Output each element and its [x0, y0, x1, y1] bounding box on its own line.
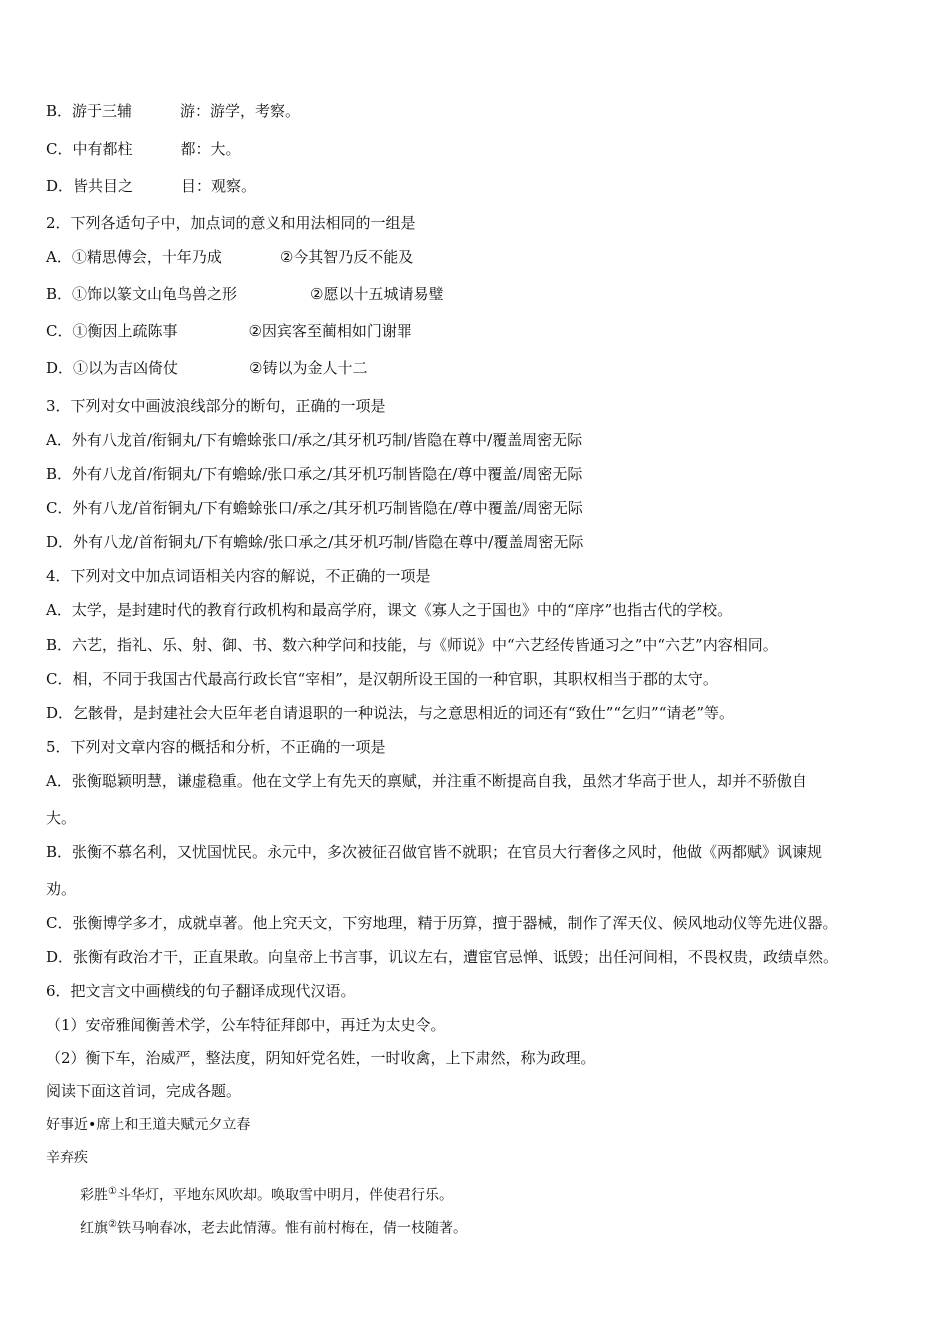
- q5-option-b-line1: B．张衡不慕名利，又忧国忧民。永元中，多次被征召做官皆不就职；在官员大行奢侈之风时，他做《两都赋》讽谏规: [46, 843, 823, 861]
- option-label: D．: [46, 177, 74, 195]
- poem-line-1: [80, 1182, 453, 1206]
- option-part-2: ②愿以十五城请易璧: [310, 285, 444, 303]
- option-text: 游于三辅: [72, 102, 133, 120]
- option-text: 中有都柱: [72, 140, 133, 158]
- q5-option-a-line1: A．张衡聪颖明慧，谦虚稳重。他在文学上有先天的禀赋，并注重不断提高自我，虽然才华高于世人，却并不骄傲自: [46, 772, 807, 790]
- q4-option-d: D．乞骸骨，是封建社会大臣年老自请退职的一种说法，与之意思相近的词还有“致仕”“乞归”“请老”等。: [46, 704, 735, 722]
- option-label: A．: [46, 248, 72, 266]
- q4-option-c: C．相，不同于我国古代最高行政长官“宰相”，是汉朝所设王国的一种官职，其职权相当于郡的太守。: [46, 670, 718, 688]
- q5-option-b-line2: 劝。: [46, 880, 77, 898]
- q2-option-d: [46, 358, 367, 378]
- q5-option-c: C．张衡博学多才，成就卓著。他上究天文，下穷地理，精于历算，擅于器械，制作了浑天仪、候风地动仪等先进仪器。: [46, 914, 838, 932]
- q3-option-d: D．外有八龙/首衔铜丸/下有蟾蜍/张口承之/其牙机巧制/皆隐在尊中/覆盖周密无际: [46, 533, 584, 551]
- q4-stem: 4．下列对文中加点词语相关内容的解说，不正确的一项是: [46, 567, 431, 585]
- poem-line-1-rest: 斗华灯，平地东风吹却。唤取雪中明月，伴使君行乐。: [116, 1187, 453, 1204]
- q6-stem: 6．把文言文中画横线的句子翻译成现代汉语。: [46, 982, 356, 1000]
- poem-line-2-start: 红旗: [80, 1220, 108, 1237]
- q1-option-b: [46, 101, 300, 121]
- option-gloss: 目：观察。: [181, 177, 257, 195]
- poem-line-2-rest: 铁马响春冰，老去此情薄。惟有前村梅在，倩一枝随著。: [116, 1220, 467, 1237]
- option-gloss: 都：大。: [180, 140, 241, 158]
- q2-option-c: [46, 321, 412, 341]
- option-part-1: ①以为吉凶倚仗: [73, 359, 179, 377]
- q6-item-2: （2）衡下车，治威严，整法度，阴知奸党名姓，一时收禽，上下肃然，称为政理。: [46, 1049, 596, 1067]
- option-label: B．: [46, 285, 73, 303]
- q1-option-c: [46, 139, 241, 159]
- option-part-1: ①衡因上疏陈事: [72, 322, 178, 340]
- q5-option-a-line2: 大。: [46, 809, 77, 827]
- q2-stem: 2．下列各适句子中，加点词的意义和用法相同的一组是: [46, 214, 416, 232]
- q3-stem: 3．下列对女中画波浪线部分的断句，正确的一项是: [46, 397, 386, 415]
- q4-option-a: A．太学，是封建时代的教育行政机构和最高学府，课文《寡人之于国也》中的“庠序”也指古代的学校。: [46, 601, 733, 619]
- reading-instruction: 阅读下面这首词，完成各题。: [46, 1082, 242, 1100]
- q6-item-1: （1）安帝雅闻衡善术学，公车特征拜郎中，再迁为太史令。: [46, 1016, 446, 1034]
- q2-option-a: [46, 247, 413, 267]
- option-gloss: 游：游学，考察。: [180, 102, 301, 120]
- footnote-marker: ②: [108, 1219, 117, 1230]
- poem-line-2: [80, 1215, 467, 1239]
- option-part-2: ②铸以为金人十二: [249, 359, 368, 377]
- option-label: C．: [46, 322, 73, 340]
- option-part-1: ①饰以篆文山龟鸟兽之形: [72, 285, 238, 303]
- q5-stem: 5．下列对文章内容的概括和分析，不正确的一项是: [46, 738, 386, 756]
- q3-option-a: A．外有八龙首/衔铜丸/下有蟾蜍张口/承之/其牙机巧制/皆隐在尊中/覆盖周密无际: [46, 431, 583, 449]
- q3-option-c: C．外有八龙/首衔铜丸/下有蟾蜍张口/承之/其牙机巧制皆隐在/尊中覆盖/周密无际: [46, 499, 583, 517]
- q2-option-b: [46, 284, 443, 304]
- q4-option-b: B．六艺，指礼、乐、射、御、书、数六种学问和技能，与《师说》中“六艺经传皆通习之”中“六艺”内容相同。: [46, 636, 778, 654]
- option-label: D．: [46, 359, 74, 377]
- q5-option-d: D．张衡有政治才干，正直果敢。向皇帝上书言事，讥议左右，遭宦官忌惮、诋毁；出任河间相，不畏权贵，政绩卓然。: [46, 948, 839, 966]
- option-label: B．: [46, 102, 73, 120]
- q1-option-d: [46, 176, 256, 196]
- footnote-marker: ①: [108, 1186, 117, 1197]
- q3-option-b: B．外有八龙首/衔铜丸/下有蟾蜍/张口承之/其牙机巧制皆隐在/尊中覆盖/周密无际: [46, 465, 583, 483]
- option-part-1: ①精思傅会，十年乃成: [71, 248, 222, 266]
- poem-title: 好事近•席上和王道夫赋元夕立春: [46, 1117, 251, 1133]
- poem-author: 辛弃疾: [46, 1150, 88, 1166]
- option-label: C．: [46, 140, 73, 158]
- option-part-2: ②因宾客至蔺相如门谢罪: [248, 322, 412, 340]
- poem-line-1-start: 彩胜: [80, 1187, 108, 1204]
- option-part-2: ②今其智乃反不能及: [279, 248, 414, 266]
- option-text: 皆共目之: [73, 177, 134, 195]
